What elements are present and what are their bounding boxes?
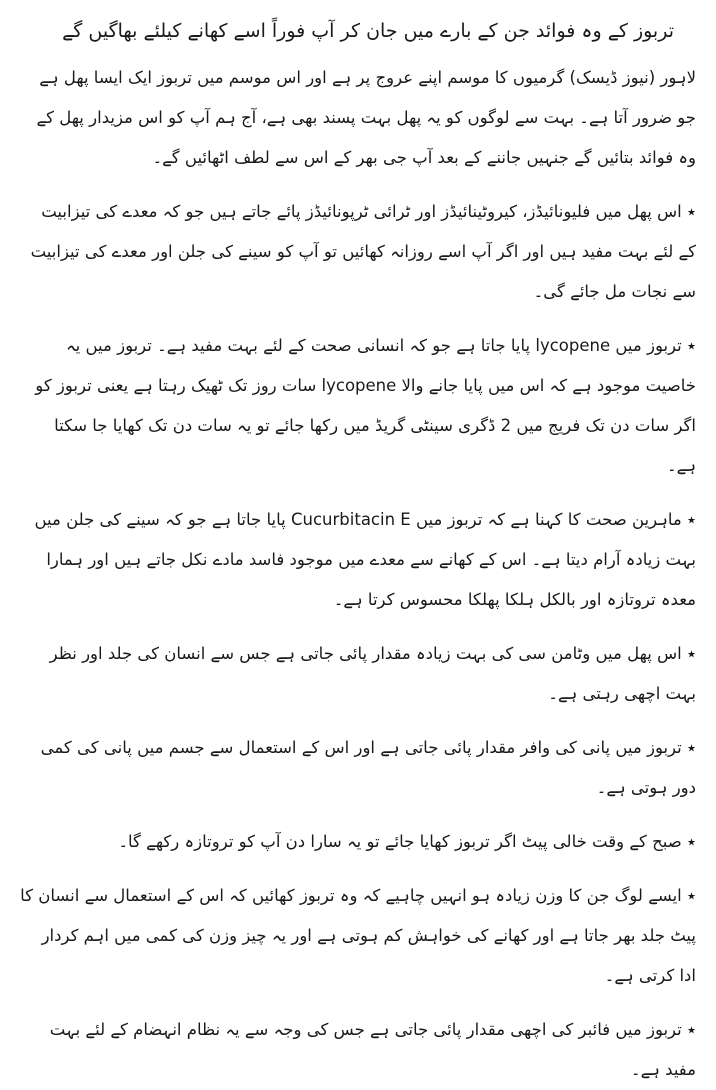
- article-paragraph: ٭ ماہرین صحت کا کہنا ہے کہ تربوز میں Cucurbitacin E پایا جاتا ہے جو کہ سینے کی جلن میں بہت زیادہ آرام دیتا ہے۔ اس کے کھانے سے معدے میں موجود فاسد مادے نکل جاتے ہیں اور ہمارا معدہ تروتازہ اور بالکل ہلکا پھلکا محسوس کرتا ہے۔: [34, 510, 696, 609]
- article-paragraph: ٭ اس پھل میں فلیونائیڈز، کیروٹینائیڈز اور ٹرائی ٹرپونائیڈز پائے جاتے ہیں جو کہ معدے کی تیزابیت کے لئے بہت مفید ہیں اور اگر آپ اسے روزانہ کھائیں تو آپ کو سینے کی جلن اور معدے کی تیزابیت سے نجات مل جائے گی۔: [30, 202, 696, 301]
- article-title: تربوز کے وہ فوائد جن کے بارے میں جان کر آپ فوراً اسے کھانے کیلئے بھاگیں گے: [62, 20, 674, 42]
- article-paragraph: ٭ تربوز میں فائبر کی اچھی مقدار پائی جاتی ہے جس کی وجہ سے یہ نظام انہضام کے لئے بہت مفید ہے۔: [49, 1020, 696, 1079]
- article-paragraph: ٭ ایسے لوگ جن کا وزن زیادہ ہو انہیں چاہیے کہ وہ تربوز کھائیں کہ اس کے استعمال سے انسان کا پیٹ جلد بھر جاتا ہے اور کھانے کی خواہش کم ہوتی ہے اور یہ چیز وزن کی کمی میں اہم کردار ادا کرتی ہے۔: [20, 886, 696, 985]
- article-paragraph: ٭ تربوز میں lycopene پایا جاتا ہے جو کہ انسانی صحت کے لئے بہت مفید ہے۔ تربوز میں یہ خاصیت موجود ہے کہ اس میں پایا جانے والا lycopene سات روز تک ٹھیک رہتا ہے یعنی تربوز کو اگر سات دن تک فریج میں 2 ڈگری سینٹی گریڈ میں رکھا جائے تو یہ سات دن تک کھایا جا سکتا ہے۔: [35, 336, 696, 475]
- article-paragraph: ٭ تربوز میں پانی کی وافر مقدار پائی جاتی ہے اور اس کے استعمال سے جسم میں پانی کی کمی دور ہوتی ہے۔: [40, 738, 696, 797]
- article-paragraph: ٭ اس پھل میں وٹامن سی کی بہت زیادہ مقدار پائی جاتی ہے جس سے انسان کی جلد اور نظر بہت اچھی رہتی ہے۔: [49, 644, 696, 703]
- article-paragraph: لاہور (نیوز ڈیسک) گرمیوں کا موسم اپنے عروج پر ہے اور اس موسم میں تربوز ایک ایسا پھل ہے جو ضرور آتا ہے۔ بہت سے لوگوں کو یہ پھل بہت پسند بھی ہے، آج ہم آپ کو اس مزیدار پھل کے وہ فوائد بتائیں گے جنہیں جاننے کے بعد آپ جی بھر کے اس سے لطف اٹھائیں گے۔: [36, 68, 696, 167]
- article-paragraph: ٭ صبح کے وقت خالی پیٹ اگر تربوز کھایا جائے تو یہ سارا دن آپ کو تروتازہ رکھے گا۔: [118, 832, 696, 851]
